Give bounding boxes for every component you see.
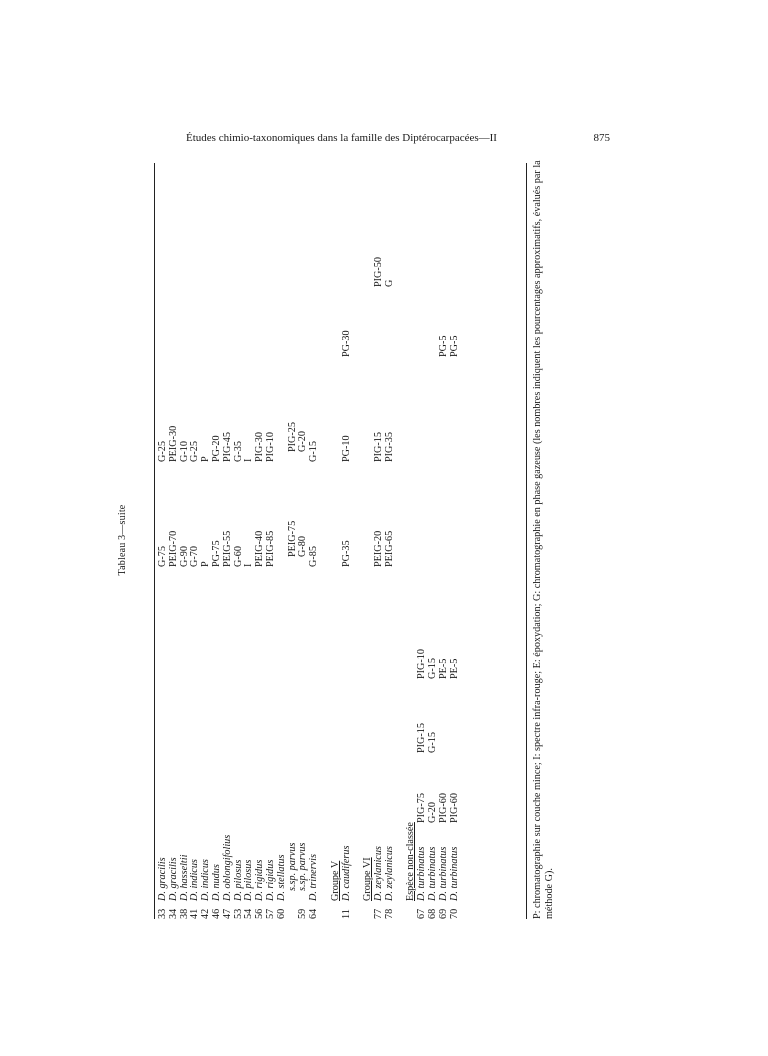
spacer-row — [396, 163, 407, 919]
result-cell — [277, 753, 288, 823]
table-row — [266, 163, 277, 919]
result-cell — [201, 567, 212, 679]
result-cell: G-15 — [426, 732, 438, 753]
result-cell — [309, 753, 320, 823]
result-cell — [212, 227, 223, 287]
result-cell — [374, 753, 385, 823]
row-number: 59 — [297, 908, 309, 919]
result-cell — [309, 567, 320, 679]
result-cell: PG-30 — [340, 330, 352, 357]
result-cell — [255, 679, 266, 753]
result-cell — [417, 357, 428, 462]
result-cell: P — [200, 456, 212, 462]
result-cell: PIG-60 — [437, 793, 449, 823]
row-number: 53 — [232, 908, 244, 919]
result-cell: G-75 — [157, 546, 168, 567]
result-cell — [450, 462, 461, 567]
result-cell — [342, 753, 353, 823]
result-cell — [385, 753, 396, 823]
result-cell — [212, 679, 223, 753]
row-number: 57 — [264, 908, 276, 919]
result-cell — [450, 679, 461, 753]
result-cell — [374, 679, 385, 753]
result-cell: PEIG-75 — [286, 520, 298, 557]
page-header — [160, 132, 610, 150]
result-cell: PIG-50 — [372, 257, 384, 287]
table-row — [190, 163, 201, 919]
species-name: D. pilosus — [232, 859, 244, 901]
table-bottom-rule — [526, 163, 527, 919]
result-cell: PIG-60 — [448, 793, 460, 823]
result-cell — [201, 679, 212, 753]
result-cell — [234, 287, 245, 357]
table-row — [309, 163, 320, 919]
result-cell: PIG-75 — [416, 793, 428, 823]
result-cell — [342, 567, 353, 679]
result-cell — [417, 227, 428, 287]
result-cell — [266, 287, 277, 357]
result-cell: PG-35 — [340, 540, 352, 567]
species-name: D. turbinatus — [416, 846, 428, 901]
result-cell: PEIG-65 — [383, 530, 395, 567]
species-name: D. rigidus — [264, 859, 276, 901]
result-cell — [169, 567, 180, 679]
table-footnote: P: chromatographie sur couche mince; I: spectre infra-rouge; E: époxydation; G: chromatographie en phase gazeuse (les nombres indiquent les pourcentages approximatifs, évalués par la méthode G). — [532, 160, 555, 919]
result-cell: PIG-45 — [221, 432, 233, 462]
result-cell — [428, 227, 439, 287]
row-number: 46 — [210, 908, 222, 919]
result-cell: G-15 — [426, 658, 438, 679]
table-row — [223, 163, 234, 919]
result-cell — [439, 227, 450, 287]
result-cell — [223, 227, 234, 287]
table-row — [450, 163, 461, 919]
result-cell — [439, 679, 450, 753]
result-cell: G-25 — [157, 441, 168, 462]
result-cell — [255, 567, 266, 679]
result-cell — [180, 753, 191, 823]
result-cell — [385, 567, 396, 679]
table-row — [277, 163, 288, 919]
result-cell: PIG-15 — [416, 723, 428, 753]
result-cell — [374, 287, 385, 357]
result-cell — [244, 567, 255, 679]
result-cell — [450, 227, 461, 287]
species-name: D. gracilis — [157, 857, 168, 901]
table-row — [439, 163, 450, 919]
result-cell — [298, 743, 309, 813]
spacer-row — [320, 163, 331, 919]
result-cell — [158, 227, 169, 287]
result-cell: G-80 — [297, 536, 309, 557]
result-cell: PIG-10 — [264, 432, 276, 462]
result-cell: G-10 — [178, 441, 190, 462]
row-number — [331, 901, 342, 919]
result-cell — [342, 227, 353, 287]
result-cell — [234, 227, 245, 287]
result-cell — [428, 462, 439, 567]
result-cell: PEIG-85 — [264, 530, 276, 567]
spacer-row — [352, 163, 363, 919]
result-cell — [244, 227, 255, 287]
result-cell: PE-5 — [448, 658, 460, 679]
result-cell — [223, 287, 234, 357]
species-name: D. trinervis — [308, 854, 320, 901]
species-name: s.sp. parvus — [286, 842, 298, 891]
result-cell: I — [243, 458, 255, 462]
species-name: D. caudiferus — [340, 845, 352, 901]
table-row — [234, 163, 245, 919]
row-number: 70 — [448, 908, 460, 919]
result-cell — [298, 277, 309, 347]
row-number: 42 — [200, 908, 212, 919]
result-cell — [212, 567, 223, 679]
result-cell — [298, 557, 309, 669]
result-cell — [212, 753, 223, 823]
result-cell: PG-5 — [448, 335, 460, 357]
species-name: D. rigidus — [254, 859, 266, 901]
result-cell — [385, 679, 396, 753]
table-caption: Tableau 3—suite — [117, 504, 128, 576]
result-cell: G-90 — [178, 546, 190, 567]
result-cell — [234, 753, 245, 823]
result-cell — [450, 357, 461, 462]
result-cell — [428, 357, 439, 462]
row-number: 56 — [254, 908, 266, 919]
result-cell — [244, 287, 255, 357]
result-cell — [255, 287, 266, 357]
result-cell — [309, 227, 320, 287]
species-name: D. turbinatus — [448, 846, 460, 901]
result-cell — [309, 287, 320, 357]
species-name: D. gracilis — [167, 857, 179, 901]
result-cell — [190, 679, 201, 753]
row-number: 67 — [416, 908, 428, 919]
species-name: D. pilosus — [243, 859, 255, 901]
result-cell — [201, 287, 212, 357]
result-cell — [309, 679, 320, 753]
row-number: 60 — [275, 908, 287, 919]
table-top-rule — [154, 163, 155, 919]
result-cell: I — [243, 563, 255, 567]
row-number: 34 — [167, 908, 179, 919]
result-cell — [190, 753, 201, 823]
result-cell — [255, 753, 266, 823]
result-cell — [212, 287, 223, 357]
result-cell: G-25 — [189, 441, 201, 462]
result-cell — [385, 287, 396, 357]
table-row — [169, 163, 180, 919]
result-cell — [277, 287, 288, 357]
result-cell — [158, 753, 169, 823]
group-heading: Groupe V — [329, 860, 341, 901]
result-cell: PIG-35 — [383, 432, 395, 462]
result-cell: PIG-10 — [416, 649, 428, 679]
result-cell — [255, 227, 266, 287]
result-cell: G-35 — [232, 441, 244, 462]
result-cell — [169, 679, 180, 753]
result-cell — [169, 287, 180, 357]
table-body — [158, 163, 460, 919]
row-number: 68 — [426, 908, 438, 919]
result-cell — [201, 753, 212, 823]
result-cell: PIG-30 — [254, 432, 266, 462]
group-heading: Groupe VI — [362, 857, 374, 901]
row-number: 47 — [221, 908, 233, 919]
result-cell — [234, 679, 245, 753]
result-cell — [266, 227, 277, 287]
species-name: D. stellatus — [275, 854, 287, 901]
result-cell — [342, 679, 353, 753]
result-cell: G-70 — [189, 546, 201, 567]
result-cell: PEIG-40 — [254, 530, 266, 567]
result-cell — [266, 567, 277, 679]
result-cell: PE-5 — [437, 658, 449, 679]
result-cell: PG-5 — [437, 335, 449, 357]
result-cell — [180, 227, 191, 287]
result-cell — [234, 567, 245, 679]
result-cell — [180, 567, 191, 679]
result-cell — [288, 277, 299, 347]
result-cell: PEIG-70 — [167, 530, 179, 567]
row-number: 11 — [340, 909, 352, 919]
table-row — [180, 163, 191, 919]
result-cell — [190, 287, 201, 357]
result-cell — [288, 669, 299, 743]
result-cell — [277, 567, 288, 679]
result-cell — [223, 753, 234, 823]
result-cell — [266, 679, 277, 753]
result-cell — [277, 357, 288, 462]
result-cell — [266, 753, 277, 823]
table-row — [298, 163, 309, 919]
result-cell — [288, 557, 299, 669]
result-cell — [223, 567, 234, 679]
species-name: D. indicus — [200, 859, 212, 901]
result-cell — [298, 669, 309, 743]
species-name: D. turbinatus — [437, 846, 449, 901]
group-heading-row — [331, 163, 342, 919]
result-cell — [158, 567, 169, 679]
result-cell: PG-10 — [340, 435, 352, 462]
species-name: D. turbinatus — [426, 846, 438, 901]
species-name: s.sp. parvus — [297, 842, 309, 891]
result-cell: PIG-15 — [372, 432, 384, 462]
row-number: 41 — [189, 908, 201, 919]
row-number: 77 — [372, 908, 384, 919]
result-cell: G — [383, 279, 395, 287]
result-cell — [244, 679, 255, 753]
row-number: 69 — [437, 908, 449, 919]
row-number: 64 — [308, 908, 320, 919]
rotated-table — [118, 155, 568, 925]
table-row — [342, 163, 353, 919]
result-cell — [288, 743, 299, 813]
result-cell — [298, 217, 309, 277]
table-row — [385, 163, 396, 919]
result-cell — [190, 227, 201, 287]
result-cell — [158, 679, 169, 753]
species-name: D. oblongifolius — [221, 834, 233, 901]
result-cell — [277, 462, 288, 567]
row-number: 33 — [157, 908, 168, 919]
species-name: D. zeylanicus — [383, 846, 395, 901]
result-cell — [201, 227, 212, 287]
result-cell: PG-20 — [210, 435, 222, 462]
result-cell — [169, 753, 180, 823]
species-name: D. hasseltii — [178, 854, 190, 901]
row-number: 38 — [178, 908, 190, 919]
result-cell — [169, 227, 180, 287]
result-cell: PG-75 — [210, 540, 222, 567]
row-number: 54 — [243, 908, 255, 919]
result-cell — [417, 287, 428, 357]
result-cell: PEIG-55 — [221, 530, 233, 567]
result-cell: G-20 — [297, 431, 309, 452]
group-heading: Espèce non-classée — [405, 822, 417, 901]
result-cell — [288, 217, 299, 277]
result-cell — [439, 357, 450, 462]
result-cell — [439, 462, 450, 567]
result-cell — [180, 679, 191, 753]
species-name: D. nudus — [210, 864, 222, 901]
result-cell — [223, 679, 234, 753]
result-cell: P — [200, 561, 212, 567]
result-cell: PIG-25 — [286, 422, 298, 452]
result-cell — [158, 287, 169, 357]
running-title: Études chimio-taxonomiques dans la famille des Diptérocarpacées—II — [186, 132, 497, 144]
result-cell: G-60 — [232, 546, 244, 567]
result-cell: G-85 — [308, 546, 320, 567]
result-cell — [277, 227, 288, 287]
result-cell — [374, 567, 385, 679]
result-cell — [180, 287, 191, 357]
result-cell: PEIG-30 — [167, 425, 179, 462]
row-number: 78 — [383, 908, 395, 919]
page-number: 875 — [593, 132, 610, 144]
species-name: D. zeylanicus — [372, 846, 384, 901]
result-cell: G-15 — [308, 441, 320, 462]
result-cell — [244, 753, 255, 823]
result-cell: PEIG-20 — [372, 530, 384, 567]
result-cell — [190, 567, 201, 679]
result-cell — [417, 462, 428, 567]
result-cell: G-20 — [426, 802, 438, 823]
result-cell — [277, 679, 288, 753]
species-name: D. indicus — [189, 859, 201, 901]
